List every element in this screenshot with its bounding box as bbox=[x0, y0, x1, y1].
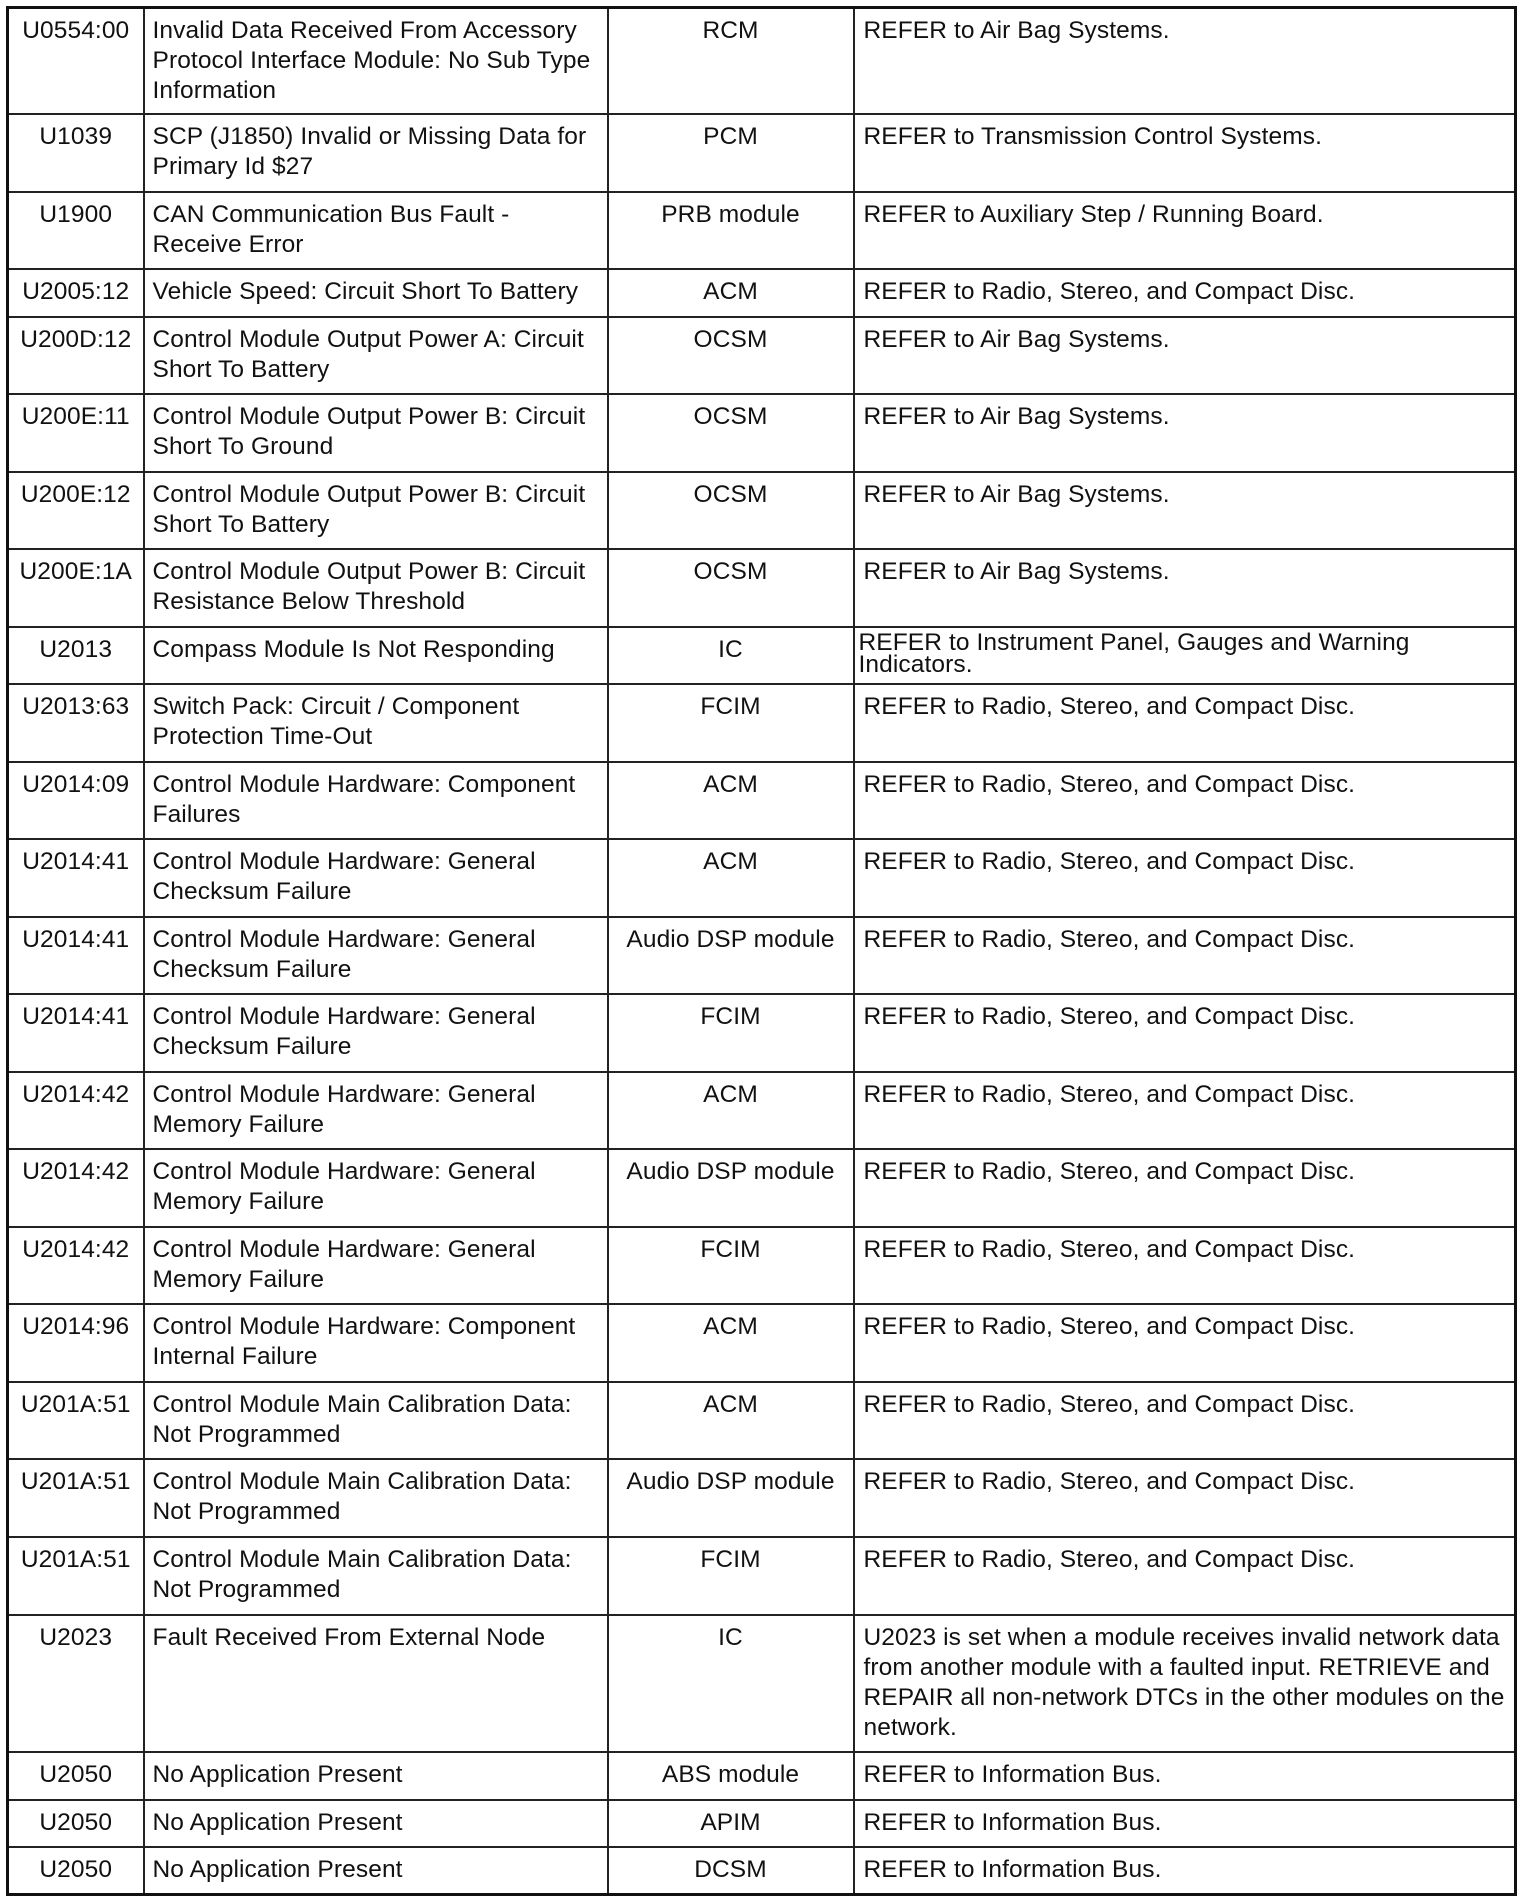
dtc-action-cell: REFER to Radio, Stereo, and Compact Disc. bbox=[854, 839, 1516, 917]
dtc-description-cell: Switch Pack: Circuit / Component Protection Time-Out bbox=[144, 684, 608, 762]
dtc-code-cell: U200E:12 bbox=[8, 472, 144, 550]
dtc-description-cell: Control Module Main Calibration Data: Not Programmed bbox=[144, 1459, 608, 1537]
table-row bbox=[8, 1537, 1516, 1615]
dtc-action-cell: REFER to Information Bus. bbox=[854, 1752, 1516, 1799]
dtc-description-cell: No Application Present bbox=[144, 1847, 608, 1894]
dtc-description-cell: Control Module Hardware: General Memory Failure bbox=[144, 1227, 608, 1305]
dtc-action-cell: REFER to Radio, Stereo, and Compact Disc. bbox=[854, 1304, 1516, 1382]
dtc-action-cell: REFER to Transmission Control Systems. bbox=[854, 114, 1516, 192]
dtc-description-cell: Invalid Data Received From Accessory Protocol Interface Module: No Sub Type Information bbox=[144, 8, 608, 115]
dtc-module-cell: DCSM bbox=[608, 1847, 854, 1894]
table-row bbox=[8, 317, 1516, 395]
dtc-description-cell: Control Module Main Calibration Data: Not Programmed bbox=[144, 1537, 608, 1615]
dtc-action-cell: REFER to Air Bag Systems. bbox=[854, 472, 1516, 550]
dtc-code-cell: U2013 bbox=[8, 627, 144, 684]
dtc-module-cell: ACM bbox=[608, 269, 854, 316]
dtc-description-cell: Vehicle Speed: Circuit Short To Battery bbox=[144, 269, 608, 316]
table-row bbox=[8, 1800, 1516, 1847]
dtc-action-cell: REFER to Radio, Stereo, and Compact Disc. bbox=[854, 762, 1516, 840]
table-row bbox=[8, 684, 1516, 762]
dtc-code-cell: U2014:41 bbox=[8, 839, 144, 917]
dtc-code-cell: U2050 bbox=[8, 1800, 144, 1847]
dtc-code-cell: U2014:09 bbox=[8, 762, 144, 840]
dtc-code-cell: U200E:11 bbox=[8, 394, 144, 472]
dtc-description-cell: Control Module Hardware: Component Failures bbox=[144, 762, 608, 840]
table-row bbox=[8, 917, 1516, 995]
dtc-module-cell: PRB module bbox=[608, 192, 854, 270]
dtc-action-cell: REFER to Information Bus. bbox=[854, 1800, 1516, 1847]
dtc-module-cell: ACM bbox=[608, 1382, 854, 1460]
dtc-action-cell: REFER to Air Bag Systems. bbox=[854, 549, 1516, 627]
dtc-description-cell: Control Module Output Power B: Circuit Short To Ground bbox=[144, 394, 608, 472]
dtc-code-cell: U201A:51 bbox=[8, 1537, 144, 1615]
dtc-module-cell: ACM bbox=[608, 762, 854, 840]
dtc-action-cell: REFER to Air Bag Systems. bbox=[854, 317, 1516, 395]
dtc-action-cell: REFER to Radio, Stereo, and Compact Disc. bbox=[854, 1459, 1516, 1537]
dtc-module-cell: FCIM bbox=[608, 994, 854, 1072]
dtc-description-cell: Control Module Hardware: Component Internal Failure bbox=[144, 1304, 608, 1382]
table-row bbox=[8, 1382, 1516, 1460]
dtc-code-cell: U200E:1A bbox=[8, 549, 144, 627]
dtc-description-cell: Control Module Hardware: General Memory Failure bbox=[144, 1149, 608, 1227]
dtc-module-cell: OCSM bbox=[608, 472, 854, 550]
dtc-module-cell: FCIM bbox=[608, 684, 854, 762]
dtc-code-cell: U2023 bbox=[8, 1615, 144, 1753]
dtc-action-cell: REFER to Radio, Stereo, and Compact Disc. bbox=[854, 1227, 1516, 1305]
table-row bbox=[8, 192, 1516, 270]
dtc-module-cell: ACM bbox=[608, 1072, 854, 1150]
dtc-table-body bbox=[8, 8, 1516, 1895]
dtc-code-cell: U200D:12 bbox=[8, 317, 144, 395]
table-row bbox=[8, 839, 1516, 917]
dtc-table bbox=[6, 6, 1517, 1896]
dtc-module-cell: FCIM bbox=[608, 1537, 854, 1615]
dtc-action-cell: REFER to Air Bag Systems. bbox=[854, 8, 1516, 115]
dtc-description-cell: No Application Present bbox=[144, 1800, 608, 1847]
dtc-module-cell: FCIM bbox=[608, 1227, 854, 1305]
dtc-module-cell: ABS module bbox=[608, 1752, 854, 1799]
dtc-module-cell: OCSM bbox=[608, 549, 854, 627]
table-row bbox=[8, 1149, 1516, 1227]
table-row bbox=[8, 394, 1516, 472]
dtc-action-cell: REFER to Radio, Stereo, and Compact Disc. bbox=[854, 1382, 1516, 1460]
dtc-code-cell: U2005:12 bbox=[8, 269, 144, 316]
dtc-code-cell: U1900 bbox=[8, 192, 144, 270]
dtc-description-cell: Control Module Hardware: General Checksum Failure bbox=[144, 917, 608, 995]
dtc-module-cell: Audio DSP module bbox=[608, 1149, 854, 1227]
dtc-description-cell: Control Module Output Power A: Circuit Short To Battery bbox=[144, 317, 608, 395]
dtc-code-cell: U1039 bbox=[8, 114, 144, 192]
dtc-module-cell: APIM bbox=[608, 1800, 854, 1847]
table-row bbox=[8, 8, 1516, 115]
table-row bbox=[8, 627, 1516, 684]
dtc-description-cell: CAN Communication Bus Fault - Receive Error bbox=[144, 192, 608, 270]
table-row bbox=[8, 549, 1516, 627]
dtc-module-cell: Audio DSP module bbox=[608, 1459, 854, 1537]
dtc-code-cell: U2014:41 bbox=[8, 917, 144, 995]
table-row bbox=[8, 1304, 1516, 1382]
dtc-module-cell: RCM bbox=[608, 8, 854, 115]
dtc-description-cell: Control Module Main Calibration Data: Not Programmed bbox=[144, 1382, 608, 1460]
dtc-module-cell: IC bbox=[608, 1615, 854, 1753]
table-row bbox=[8, 1847, 1516, 1894]
dtc-action-cell: REFER to Instrument Panel, Gauges and Warning Indicators. bbox=[854, 627, 1516, 684]
dtc-action-cell: REFER to Radio, Stereo, and Compact Disc. bbox=[854, 684, 1516, 762]
table-row bbox=[8, 1615, 1516, 1753]
dtc-code-cell: U2014:42 bbox=[8, 1227, 144, 1305]
dtc-action-cell: REFER to Radio, Stereo, and Compact Disc. bbox=[854, 1072, 1516, 1150]
dtc-action-cell: U2023 is set when a module receives invalid network data from another module with a faulted input. RETRIEVE and REPAIR all non-network DTCs in the other modules on the network. bbox=[854, 1615, 1516, 1753]
dtc-code-cell: U2013:63 bbox=[8, 684, 144, 762]
dtc-action-cell: REFER to Radio, Stereo, and Compact Disc. bbox=[854, 269, 1516, 316]
dtc-action-cell: REFER to Radio, Stereo, and Compact Disc. bbox=[854, 1149, 1516, 1227]
dtc-description-cell: Control Module Hardware: General Memory Failure bbox=[144, 1072, 608, 1150]
dtc-code-cell: U2050 bbox=[8, 1847, 144, 1894]
table-row bbox=[8, 472, 1516, 550]
dtc-code-cell: U2014:41 bbox=[8, 994, 144, 1072]
dtc-action-cell: REFER to Radio, Stereo, and Compact Disc. bbox=[854, 917, 1516, 995]
table-row bbox=[8, 1459, 1516, 1537]
dtc-action-cell: REFER to Auxiliary Step / Running Board. bbox=[854, 192, 1516, 270]
table-row bbox=[8, 762, 1516, 840]
table-row bbox=[8, 269, 1516, 316]
dtc-code-cell: U2014:42 bbox=[8, 1072, 144, 1150]
dtc-description-cell: Control Module Hardware: General Checksum Failure bbox=[144, 994, 608, 1072]
dtc-module-cell: ACM bbox=[608, 839, 854, 917]
table-row bbox=[8, 994, 1516, 1072]
table-row bbox=[8, 1227, 1516, 1305]
dtc-description-cell: Control Module Output Power B: Circuit Resistance Below Threshold bbox=[144, 549, 608, 627]
dtc-module-cell: IC bbox=[608, 627, 854, 684]
dtc-description-cell: No Application Present bbox=[144, 1752, 608, 1799]
table-row bbox=[8, 114, 1516, 192]
dtc-action-cell: REFER to Information Bus. bbox=[854, 1847, 1516, 1894]
dtc-code-cell: U2014:96 bbox=[8, 1304, 144, 1382]
dtc-description-cell: Control Module Hardware: General Checksum Failure bbox=[144, 839, 608, 917]
dtc-description-cell: Compass Module Is Not Responding bbox=[144, 627, 608, 684]
table-row bbox=[8, 1072, 1516, 1150]
dtc-action-cell: REFER to Radio, Stereo, and Compact Disc. bbox=[854, 994, 1516, 1072]
dtc-description-cell: SCP (J1850) Invalid or Missing Data for Primary Id $27 bbox=[144, 114, 608, 192]
dtc-module-cell: PCM bbox=[608, 114, 854, 192]
dtc-code-cell: U0554:00 bbox=[8, 8, 144, 115]
dtc-module-cell: Audio DSP module bbox=[608, 917, 854, 995]
dtc-description-cell: Fault Received From External Node bbox=[144, 1615, 608, 1753]
dtc-module-cell: OCSM bbox=[608, 317, 854, 395]
dtc-description-cell: Control Module Output Power B: Circuit Short To Battery bbox=[144, 472, 608, 550]
dtc-module-cell: ACM bbox=[608, 1304, 854, 1382]
dtc-code-cell: U2014:42 bbox=[8, 1149, 144, 1227]
dtc-code-cell: U201A:51 bbox=[8, 1459, 144, 1537]
table-row bbox=[8, 1752, 1516, 1799]
dtc-code-cell: U201A:51 bbox=[8, 1382, 144, 1460]
dtc-action-cell: REFER to Air Bag Systems. bbox=[854, 394, 1516, 472]
dtc-code-cell: U2050 bbox=[8, 1752, 144, 1799]
dtc-action-cell: REFER to Radio, Stereo, and Compact Disc. bbox=[854, 1537, 1516, 1615]
dtc-module-cell: OCSM bbox=[608, 394, 854, 472]
